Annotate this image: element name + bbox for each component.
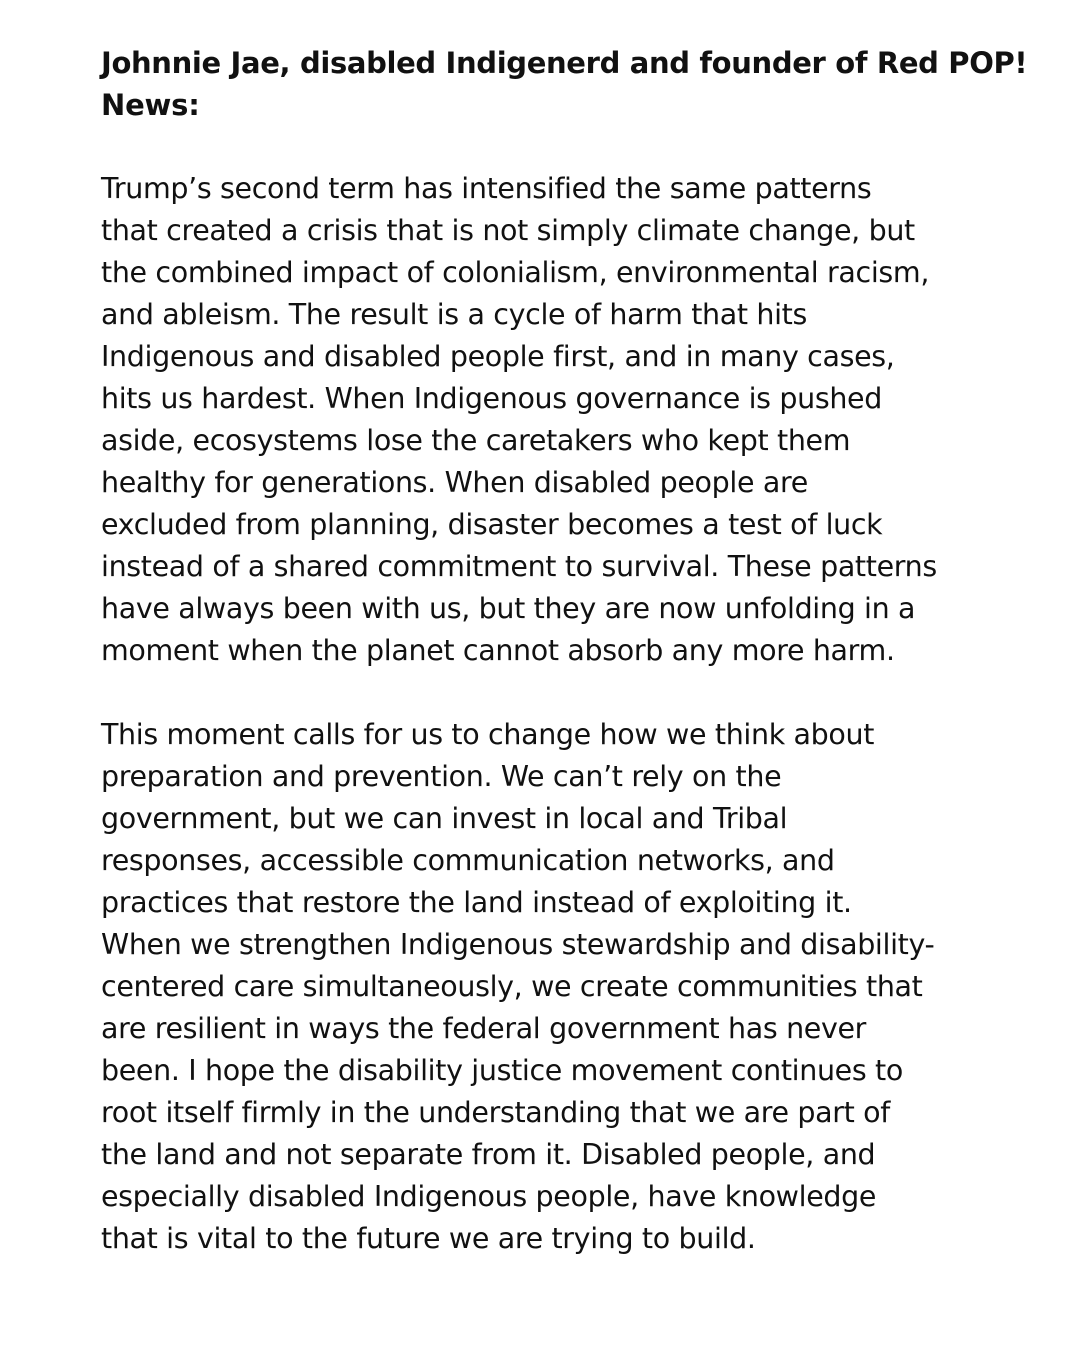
text-line: that is vital to the future we are trying to build. — [101, 1222, 756, 1255]
text-line: root itself firmly in the understanding that we are part of — [101, 1096, 890, 1129]
text-line: been. I hope the disability justice movement continues to — [101, 1054, 903, 1087]
text-line: aside, ecosystems lose the caretakers who kept them — [101, 424, 851, 457]
text-line: the land and not separate from it. Disabled people, and — [101, 1138, 876, 1171]
text-line: Indigenous and disabled people first, and in many cases, — [101, 340, 895, 373]
text-line: practices that restore the land instead of exploiting it. — [101, 886, 852, 919]
text-line: moment when the planet cannot absorb any more harm. — [101, 634, 895, 667]
text-line: that created a crisis that is not simply climate change, but — [101, 214, 915, 247]
text-line: preparation and prevention. We can’t rely on the — [101, 760, 782, 793]
heading-line: Johnnie Jae, disabled Indigenerd and founder of Red POP! — [101, 46, 1028, 80]
text-line: centered care simultaneously, we create communities that — [101, 970, 923, 1003]
text-line: excluded from planning, disaster becomes a test of luck — [101, 508, 883, 541]
text-line: are resilient in ways the federal government has never — [101, 1012, 867, 1045]
text-line: responses, accessible communication networks, and — [101, 844, 835, 877]
text-line: This moment calls for us to change how we think about — [101, 718, 875, 751]
text-line: healthy for generations. When disabled people are — [101, 466, 808, 499]
heading-line: News: — [101, 88, 200, 122]
text-line: instead of a shared commitment to survival. These patterns — [101, 550, 937, 583]
speaker-heading — [101, 42, 1028, 126]
text-line: When we strengthen Indigenous stewardship and disability- — [101, 928, 935, 961]
paragraph-1 — [101, 168, 1001, 672]
text-line: have always been with us, but they are now unfolding in a — [101, 592, 916, 625]
text-line: hits us hardest. When Indigenous governance is pushed — [101, 382, 882, 415]
text-line: the combined impact of colonialism, environmental racism, — [101, 256, 930, 289]
text-line: government, but we can invest in local and Tribal — [101, 802, 788, 835]
paragraph-2 — [101, 714, 1001, 1260]
text-line: especially disabled Indigenous people, have knowledge — [101, 1180, 877, 1213]
text-line: Trump’s second term has intensified the same patterns — [101, 172, 872, 205]
text-line: and ableism. The result is a cycle of harm that hits — [101, 298, 807, 331]
quote-document — [101, 42, 1028, 1260]
